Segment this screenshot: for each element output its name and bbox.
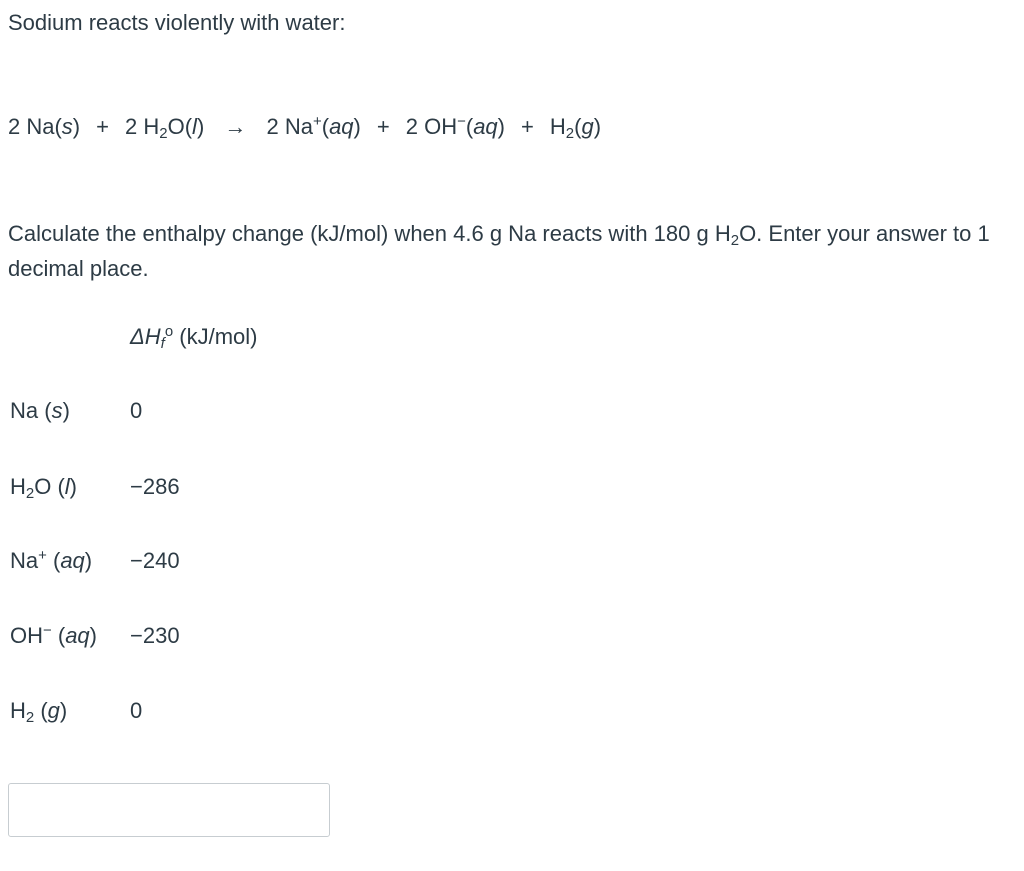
enthalpy-value-na-solid: 0 <box>130 398 143 423</box>
eq-plus: + <box>376 114 390 139</box>
question-prompt: Calculate the enthalpy change (kJ/mol) when 4.6 g Na reacts with 180 g $H_2O$. Enter your answer to 1 decimal place. <box>8 221 990 281</box>
reaction-arrow-icon: → <box>224 114 247 139</box>
species-hydroxide-ion: OH− (aq) <box>10 622 97 648</box>
question-intro: Sodium reacts violently with water: <box>8 10 346 35</box>
eq-reactant-na: 2 Na(s) <box>8 114 81 139</box>
eq-product-hydroxide: 2 OH−(aq) <box>405 113 505 139</box>
species-hydrogen-gas: $H_2$ (g) <box>10 698 68 727</box>
enthalpy-column-header: $\Delta H_f^o$ (kJ/mol) <box>130 323 258 353</box>
reaction-equation <box>8 113 602 143</box>
enthalpy-value-hydroxide-ion: −230 <box>130 623 180 648</box>
enthalpy-value-sodium-ion: −240 <box>130 548 180 573</box>
eq-product-na-ion: 2 Na+(aq) <box>266 113 361 139</box>
eq-product-hydrogen: $H_2(g)$ <box>549 114 602 143</box>
eq-plus: + <box>521 114 534 139</box>
species-sodium-ion: Na+ (aq) <box>10 547 93 573</box>
enthalpy-value-water-liquid: −286 <box>130 474 180 499</box>
eq-reactant-water: 2 $H_2O(l)$ <box>125 114 205 143</box>
species-water-liquid: $H_2O$ (l) <box>10 474 77 503</box>
enthalpy-value-hydrogen-gas: 0 <box>130 698 143 723</box>
species-na-solid: Na (s) <box>10 398 70 423</box>
eq-plus: + <box>96 114 109 139</box>
answer-input[interactable] <box>8 783 330 837</box>
